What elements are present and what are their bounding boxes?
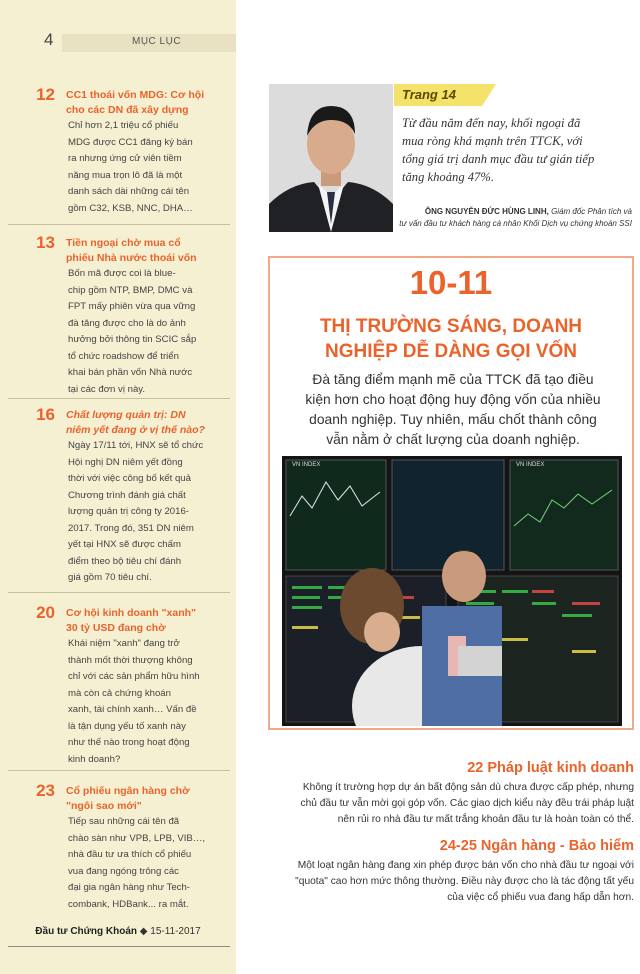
toc-title: CC1 thoái vốn MDG: Cơ hội cho các DN đã xây dựng: [66, 89, 205, 116]
related-page-number: 22: [467, 760, 484, 776]
portrait-illustration: [269, 84, 393, 232]
toc-item[interactable]: [36, 781, 232, 913]
toc-summary: Ngày 17/11 tới, HNX sẽ tổ chức Hội nghị DN niêm yết đồng thời với việc công bố kết quả Chương trình đánh giá chất lượng quản trị công ty 2016- 2017. Trong đó, 351 DN niêm yết tại HNX sẽ được chấm điểm theo bộ tiêu chí đánh giá gồm 70 tiêu chí.: [68, 440, 204, 583]
related-page-number: 24-25: [439, 838, 477, 854]
related-title: Pháp luật kinh doanh: [487, 760, 634, 776]
toc-summary: Khái niệm "xanh" đang trở thành mốt thời thượng không chỉ với các sản phẩm hữu hình mà còn cả chứng khoán xanh, tài chính xanh… Vấn đề là tận dụng yếu tố xanh này như thế nào trong hoạt động kinh doanh?: [68, 638, 200, 765]
toc-title: Chất lượng quản trị: DN niêm yết đang ở vị thế nào?: [66, 409, 205, 436]
speaker-credit: ÔNG NGUYỄN ĐỨC HÙNG LINH, Giám đốc Phân tích và tư vấn đầu tư khách hàng cá nhân Khối Dịch vụ chứng khoán SSI: [399, 207, 632, 228]
pull-quote: Từ đầu năm đến nay, khối ngoại đã mua ròng khá mạnh trên TTCK, với tổng giá trị danh mục đầu tư gián tiếp tăng khoảng 47%.: [402, 116, 595, 184]
toc-divider: [8, 398, 230, 399]
publication-name: Đầu tư Chứng Khoán: [35, 926, 137, 937]
related-story[interactable]: [252, 760, 634, 828]
footer: [0, 926, 236, 937]
toc-sidebar: [0, 0, 236, 974]
diamond-icon: ◆: [139, 926, 148, 937]
stock-board-illustration: [282, 456, 622, 726]
toc-page-number: 16: [36, 405, 55, 424]
feature-story[interactable]: [268, 256, 634, 730]
feature-page-number: 10-11: [409, 264, 493, 301]
related-heading: [252, 760, 634, 780]
toc-item[interactable]: [36, 603, 232, 768]
portrait-photo: [269, 84, 393, 232]
page-reference-tag: Trang 14: [394, 84, 482, 106]
board-label: VN INDEX: [516, 462, 545, 468]
toc-summary: Chỉ hơn 2,1 triệu cổ phiếu MDG được CC1 đăng ký bán ra nhưng ứng cử viên tiềm năng mua trọn lô đã là một danh sách dài những cái tên gồm C32, KSB, NNC, DHA…: [68, 120, 193, 214]
toc-page-number: 12: [36, 85, 55, 104]
page-number: 4: [44, 30, 54, 49]
feature-title: THỊ TRƯỜNG SÁNG, DOANH NGHIỆP DỄ DÀNG GỌI VỐN: [319, 316, 583, 362]
toc-title: Tiền ngoại chờ mua cổ phiếu Nhà nước thoái vốn: [66, 237, 197, 264]
toc-page-number: 20: [36, 603, 55, 622]
toc-title: Cơ hội kinh doanh "xanh" 30 tỷ USD đang chờ: [66, 607, 197, 634]
section-label: MỤC LỤC: [132, 36, 182, 47]
toc-item[interactable]: [36, 405, 232, 587]
related-story[interactable]: [252, 838, 634, 906]
toc-divider: [8, 592, 230, 593]
toc-summary: Tiếp sau những cái tên đã chào sàn như VPB, LPB, VIB…, nhà đầu tư ưa thích cổ phiếu vua đang ngóng trông các đại gia ngân hàng như Tech- combank, HDBank... ra mắt.: [68, 816, 206, 910]
toc-page-number: 23: [36, 781, 55, 800]
related-summary: Không ít trường hợp dự án bất động sản dù chưa được cấp phép, nhưng chủ đầu tư vẫn mời gọi góp vốn. Các giao dịch kiểu này đều trái pháp luật nên rủi ro nhà đầu tư mất trắng khoản đầu tư là hoàn toàn có thể.: [300, 782, 634, 825]
board-label: VN INDEX: [292, 462, 321, 468]
issue-date: 15-11-2017: [150, 926, 201, 937]
toc-divider: [8, 224, 230, 225]
toc-summary: Bốn mã được coi là blue- chip gồm NTP, BMP, DMC và FPT mấy phiên vừa qua vững đà tăng được cho là do ảnh hưởng bởi thông tin SCIC sắp tổ chức roadshow để triển khai bán phần vốn Nhà nước tại các đơn vị này.: [68, 268, 197, 395]
toc-page-number: 13: [36, 233, 55, 252]
related-title: Ngân hàng - Bảo hiểm: [480, 838, 634, 854]
toc-item[interactable]: [36, 85, 232, 217]
stock-exchange-photo: [282, 456, 622, 726]
related-heading: [252, 838, 634, 858]
feature-lead: Đà tăng điểm mạnh mẽ của TTCK đã tạo điều kiện hơn cho hoạt động huy động vốn của nhiều doanh nghiệp. Tuy nhiên, mấu chốt thành công vẫn nằm ở chất lượng của doanh nghiệp.: [305, 372, 601, 447]
related-summary: Một loạt ngân hàng đang xin phép được bán vốn cho nhà đầu tư ngoại với "quota" cao hơn mức thông thường. Điều này được cho là tác động tất yếu của việc cổ phiếu vua đang hấp dẫn hơn.: [295, 860, 634, 903]
footer-rule: [8, 946, 230, 947]
toc-item[interactable]: [36, 233, 232, 398]
toc-title: Cổ phiếu ngân hàng chờ "ngôi sao mới": [66, 785, 190, 812]
toc-divider: [8, 770, 230, 771]
